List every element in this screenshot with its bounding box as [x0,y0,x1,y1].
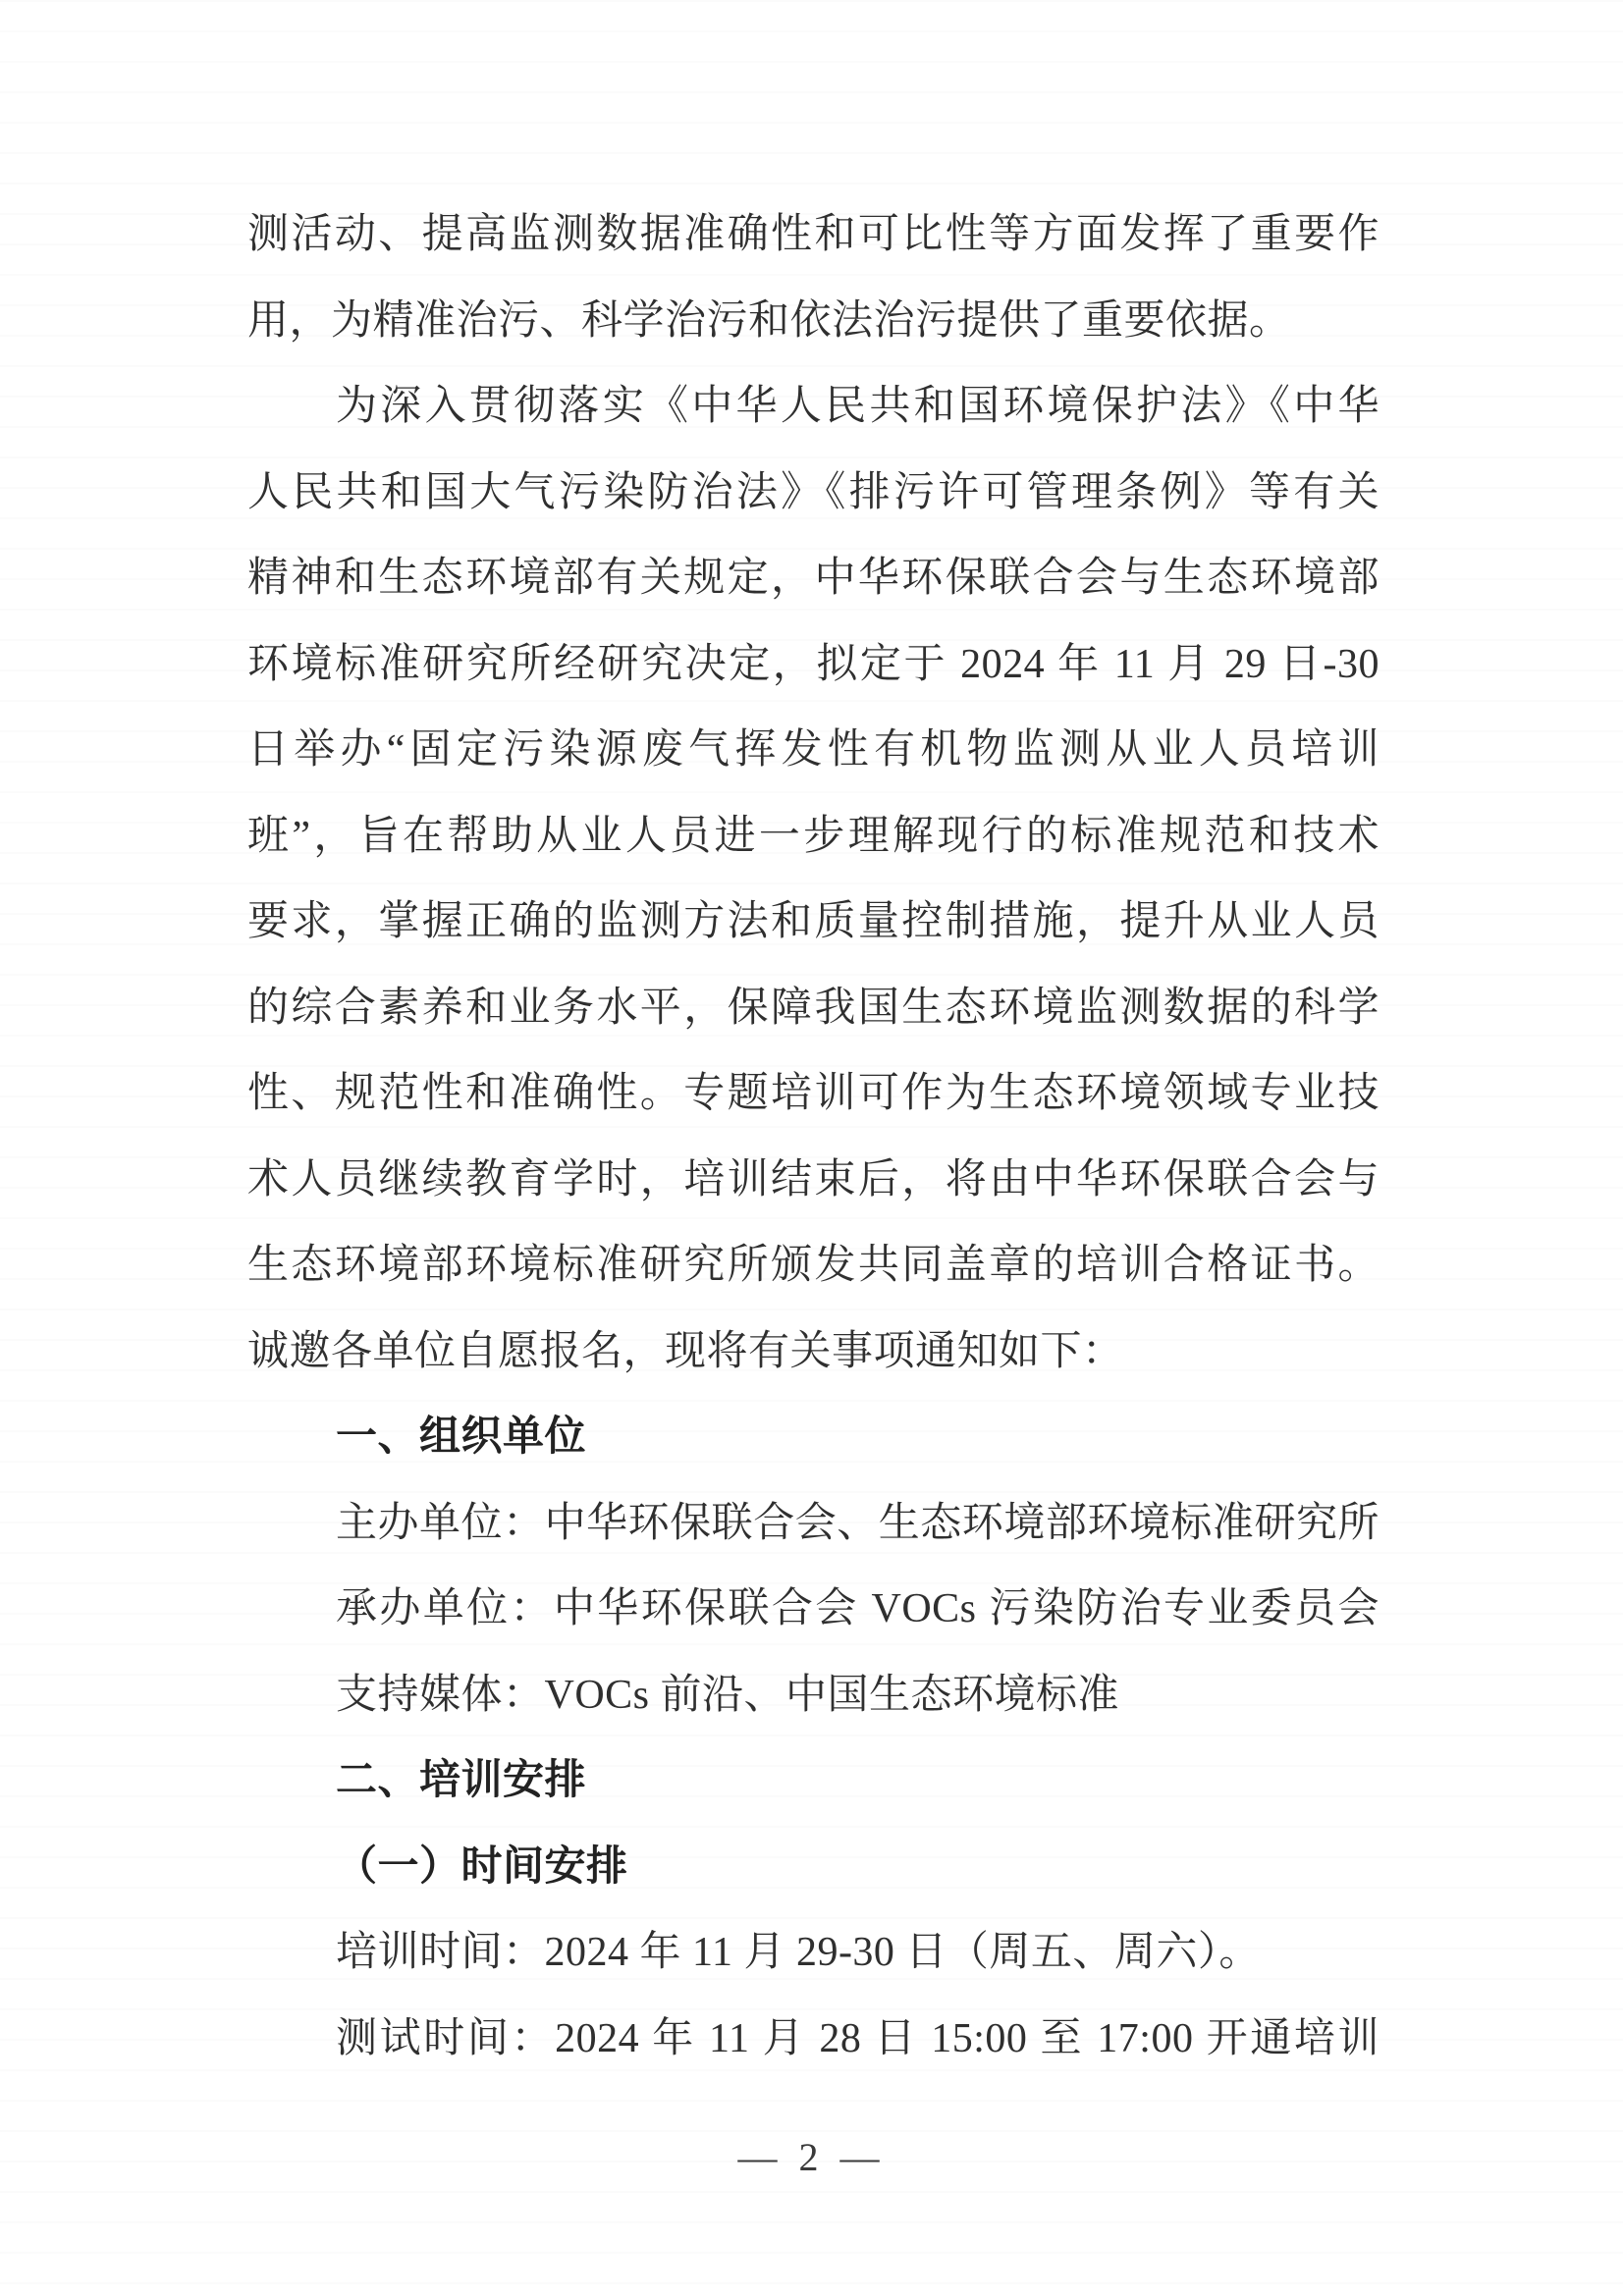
text-line: 为深入贯彻落实《中华人民共和国环境保护法》《中华 [336,384,1380,429]
text-line: 日举办“固定污染源废气挥发性有机物监测从业人员培训 [247,727,1380,773]
line-support-media: 支持媒体：VOCs 前沿、中国生态环境标准 [336,1672,1120,1718]
text-line: 人民共和国大气污染防治法》《排污许可管理条例》等有关 [247,469,1380,515]
section-heading-organizers: 一、组织单位 [336,1415,587,1460]
text-line: 术人员继续教育学时，培训结束后，将由中华环保联合会与 [247,1156,1380,1202]
text-line: 生态环境部环境标准研究所颁发共同盖章的培训合格证书。 [247,1243,1380,1288]
text-line: 诚邀各单位自愿报名，现将有关事项通知如下： [247,1328,1124,1374]
section-heading-training-schedule: 二、培训安排 [336,1758,587,1803]
page-number: — 2 — [737,2135,886,2179]
document-body [247,192,1380,2082]
subsection-heading-time-schedule: （一）时间安排 [336,1843,628,1890]
text-line: 环境标准研究所经研究决定，拟定于 2024 年 11 月 29 日-30 [247,641,1380,687]
line-training-time: 培训时间：2024 年 11 月 29-30 日（周五、周六）。 [336,1930,1261,1975]
text-line: 测活动、提高监测数据准确性和可比性等方面发挥了重要作 [247,212,1380,257]
text-line: 精神和生态环境部有关规定，中华环保联合会与生态环境部 [247,556,1380,601]
text-line: 班”，旨在帮助从业人员进一步理解现行的标准规范和技术 [247,813,1380,859]
line-organizer-unit: 承办单位：中华环保联合会 VOCs 污染防治专业委员会 [336,1586,1380,1631]
text-line: 性、规范性和准确性。专题培训可作为生态环境领域专业技 [247,1071,1380,1116]
text-line: 的综合素养和业务水平，保障我国生态环境监测数据的科学 [247,985,1380,1031]
text-line: 用，为精准治污、科学治污和依法治污提供了重要依据。 [247,297,1291,344]
line-test-time: 测试时间：2024 年 11 月 28 日 15:00 至 17:00 开通培训 [336,2015,1380,2061]
text-line: 要求，掌握正确的监测方法和质量控制措施，提升从业人员 [247,899,1380,944]
line-host-unit: 主办单位：中华环保联合会、生态环境部环境标准研究所 [336,1500,1380,1546]
